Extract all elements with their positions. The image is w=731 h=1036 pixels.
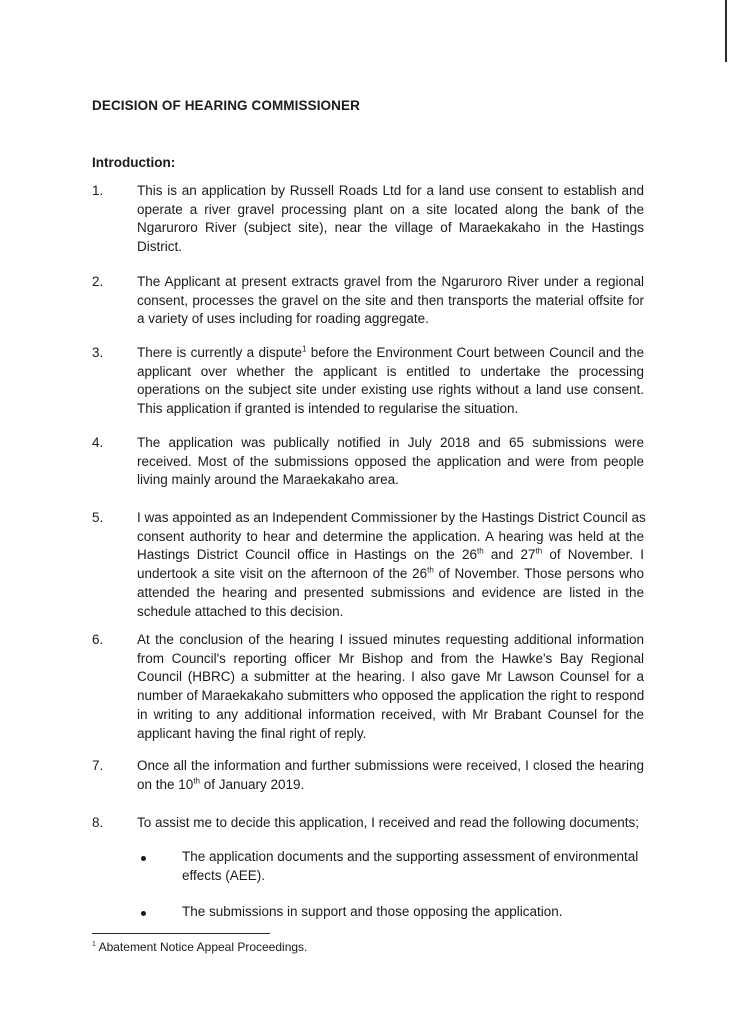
paragraph-body: [137, 509, 644, 621]
paragraph-number: 7.: [92, 758, 104, 773]
footnote-marker: 1: [92, 941, 96, 948]
footnote-divider: [92, 933, 270, 934]
paragraph-line: received. Most of the submissions opposed the application and were from people: [137, 453, 644, 469]
ordinal-suffix: th: [193, 776, 200, 786]
ordinal-suffix: th: [535, 546, 543, 556]
bullet-line: effects (AEE).: [182, 867, 266, 883]
paragraph-line: from Council's reporting officer Mr Bishop and from the Hawke's Bay Regional: [137, 650, 644, 666]
paragraph-number: 5.: [92, 510, 104, 525]
ordinal-suffix: th: [476, 546, 484, 556]
scan-edge-mark: [725, 0, 727, 62]
footnote-text: Abatement Notice Appeal Proceedings.: [98, 940, 308, 954]
paragraph-3: [92, 344, 644, 419]
ordinal-suffix: th: [427, 565, 434, 575]
paragraph-line: living mainly around the Maraekakaho area.: [137, 472, 399, 488]
paragraph-body: [137, 344, 644, 419]
paragraph-line: operations on the subject site under existing use rights without a land use consent.: [137, 382, 644, 398]
bullet-line: The application documents and the supporting assessment of environmental: [182, 849, 639, 864]
paragraph-2: [92, 273, 644, 329]
paragraph-line: applicant over whether the applicant is entitled to undertake the processing: [137, 363, 644, 379]
paragraph-number: 2.: [92, 274, 104, 289]
bullet-item-2: [138, 903, 646, 922]
paragraph-1: [92, 182, 644, 257]
paragraph-number: 6.: [92, 632, 104, 647]
paragraph-line: in writing to any additional information received, with Mr Brabant Counsel for the: [137, 706, 644, 722]
paragraph-5: [92, 509, 644, 621]
paragraph-body: [137, 182, 644, 257]
document-title: DECISION OF HEARING COMMISSIONER: [92, 98, 360, 113]
paragraph-line: Once all the information and further submissions were received, I closed the hearing: [137, 758, 644, 773]
paragraph-line: Council (HBRC) a submitter at the hearing. I also gave Mr Lawson Counsel for a: [137, 669, 644, 685]
bullet-item-1: [138, 848, 646, 885]
paragraph-line: a variety of uses including for roading aggregate.: [137, 311, 429, 327]
footnote: [92, 939, 307, 955]
bullet-body: [182, 848, 646, 885]
paragraph-line: At the conclusion of the hearing I issued minutes requesting additional information: [137, 632, 644, 647]
footnote-reference: 1: [302, 344, 307, 354]
paragraph-line: number of Maraekakaho submitters who opposed the application the right to respond: [137, 688, 645, 704]
text-segment: undertook a site visit on the afternoon of the 26th of November. Those persons who: [137, 565, 645, 582]
paragraph-body: [137, 273, 644, 329]
paragraph-line: District.: [137, 239, 182, 255]
paragraph-number: 4.: [92, 435, 104, 450]
paragraph-line: schedule attached to this decision.: [137, 603, 344, 619]
paragraph-number: 1.: [92, 183, 104, 198]
paragraph-line: The application was publically notified in July 2018 and 65 submissions were: [137, 435, 644, 450]
paragraph-line: The Applicant at present extracts gravel from the Ngaruroro River under a regional: [137, 274, 644, 289]
paragraph-line: To assist me to decide this application, I received and read the following documents;: [137, 815, 640, 830]
paragraph-7: [92, 757, 644, 794]
paragraph-line: consent authority to hear and determine the application. A hearing was held at the: [137, 528, 644, 544]
paragraph-body: [137, 631, 644, 743]
paragraph-body: [137, 757, 644, 794]
paragraph-line: consent, processes the gravel on the site and then transports the material offsite for: [137, 292, 644, 308]
paragraph-4: [92, 434, 644, 490]
paragraph-line: [137, 546, 644, 565]
paragraph-line: [137, 776, 644, 795]
paragraph-line: This is an application by Russell Roads Ltd for a land use consent to establish and: [137, 183, 644, 198]
paragraph-number: 3.: [92, 345, 104, 360]
paragraph-line: [137, 565, 644, 584]
paragraph-number: 8.: [92, 815, 104, 830]
paragraph-6: [92, 631, 644, 743]
paragraph-8: [92, 814, 644, 833]
text-segment: Hastings District Council office in Hastings on the 26th and 27th of November. I: [137, 546, 644, 563]
paragraph-line: operate a river gravel processing plant on a site located along the bank of the: [137, 201, 644, 217]
bullet-line: The submissions in support and those opposing the application.: [182, 904, 563, 919]
paragraph-body: [137, 434, 644, 490]
paragraph-line: I was appointed as an Independent Commissioner by the Hastings District Council as: [137, 510, 646, 525]
paragraph-line: Ngaruroro River (subject site), near the village of Maraekakaho in the Hastings: [137, 220, 644, 236]
section-heading: Introduction:: [92, 155, 176, 170]
bullet-body: [182, 903, 646, 922]
text-segment: on the 10th of January 2019.: [137, 776, 305, 792]
paragraph-line: This application if granted is intended to regularise the situation.: [137, 401, 519, 417]
paragraph-line: There is currently a dispute$^1$ before the Environment Court between Council and the: [137, 344, 644, 360]
paragraph-line: applicant having the final right of reply.: [137, 725, 367, 741]
paragraph-body: [137, 814, 644, 833]
paragraph-line: attended the hearing and presented submissions and evidence are listed in the: [137, 584, 644, 600]
